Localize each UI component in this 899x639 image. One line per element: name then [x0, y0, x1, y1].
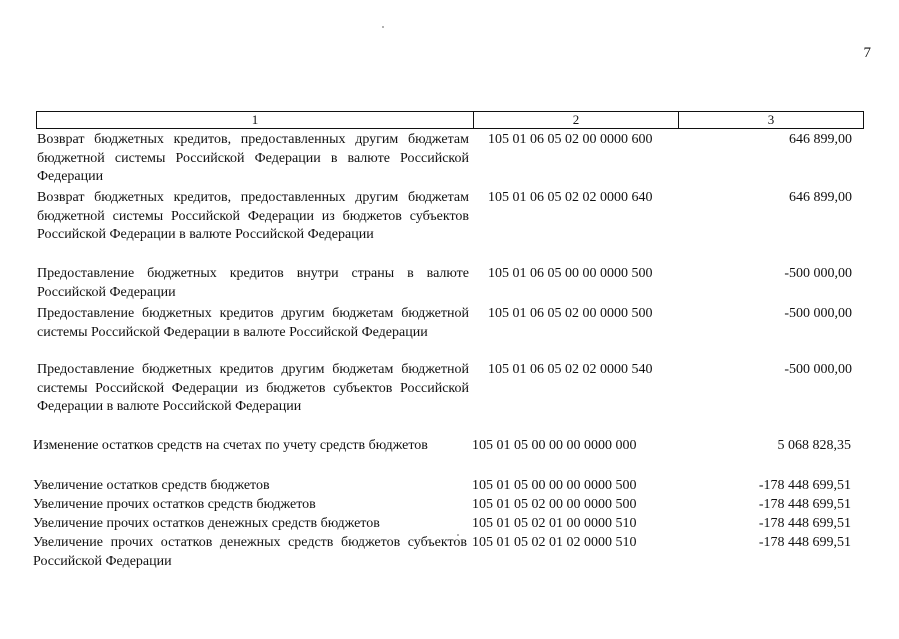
scan-speck: [382, 26, 384, 28]
row-name: Увеличение остатков средств бюджетов: [33, 478, 270, 493]
row-amount: 5 068 828,35: [777, 438, 851, 453]
row-amount: -500 000,00: [784, 362, 852, 377]
row-code: 105 01 05 02 01 02 0000 510: [472, 535, 637, 550]
row-code: 105 01 06 05 02 00 0000 600: [488, 132, 653, 147]
row-amount: -178 448 699,51: [758, 497, 851, 512]
row-code: 105 01 05 02 00 00 0000 500: [472, 497, 637, 512]
row-amount: -178 448 699,51: [758, 516, 851, 531]
row-code: 105 01 06 05 02 02 0000 540: [488, 362, 653, 377]
row-code: 105 01 06 05 00 00 0000 500: [488, 266, 653, 281]
table-header: [36, 111, 864, 129]
row-code: 105 01 05 02 01 00 0000 510: [472, 516, 637, 531]
row-amount: -178 448 699,51: [758, 535, 851, 550]
row-name: Предоставление бюджетных кредитов другим бюджетам бюджетной системы Российской Федерации в валюте Российской Федерации: [37, 306, 469, 340]
row-name: Возврат бюджетных кредитов, предоставленных другим бюджетам бюджетной системы Российской Федерации в валюте Российской Федерации: [37, 132, 469, 184]
row-amount: -178 448 699,51: [758, 478, 851, 493]
row-amount: 646 899,00: [789, 190, 852, 205]
row-name: Увеличение прочих остатков средств бюджетов: [33, 497, 316, 512]
page-number: 7: [863, 45, 871, 61]
row-code: 105 01 05 00 00 00 0000 000: [472, 438, 637, 453]
row-code: 105 01 06 05 02 02 0000 640: [488, 190, 653, 205]
row-amount: 646 899,00: [789, 132, 852, 147]
row-name: Предоставление бюджетных кредитов внутри страны в валюте Российской Федерации: [37, 266, 469, 300]
row-code: 105 01 06 05 02 00 0000 500: [488, 306, 653, 321]
row-name: Увеличение прочих остатков денежных средств бюджетов: [33, 516, 380, 531]
row-name: Предоставление бюджетных кредитов другим бюджетам бюджетной системы Российской Федерации из бюджетов субъектов Российской Федерации в валюте Российской Федерации: [37, 362, 469, 414]
row-code: 105 01 05 00 00 00 0000 500: [472, 478, 637, 493]
row-name: Изменение остатков средств на счетах по учету средств бюджетов: [33, 438, 428, 453]
row-name: Увеличение прочих остатков денежных средств бюджетов субъектов Российской Федерации: [33, 535, 467, 569]
row-amount: -500 000,00: [784, 266, 852, 281]
header-col-3: 3: [678, 111, 864, 129]
row-name: Возврат бюджетных кредитов, предоставленных другим бюджетам бюджетной системы Российской Федерации из бюджетов субъектов Российской Федерации в валюте Российской Федерации: [37, 190, 469, 242]
header-col-1: 1: [36, 111, 474, 129]
header-col-2: 2: [473, 111, 679, 129]
row-amount: -500 000,00: [784, 306, 852, 321]
